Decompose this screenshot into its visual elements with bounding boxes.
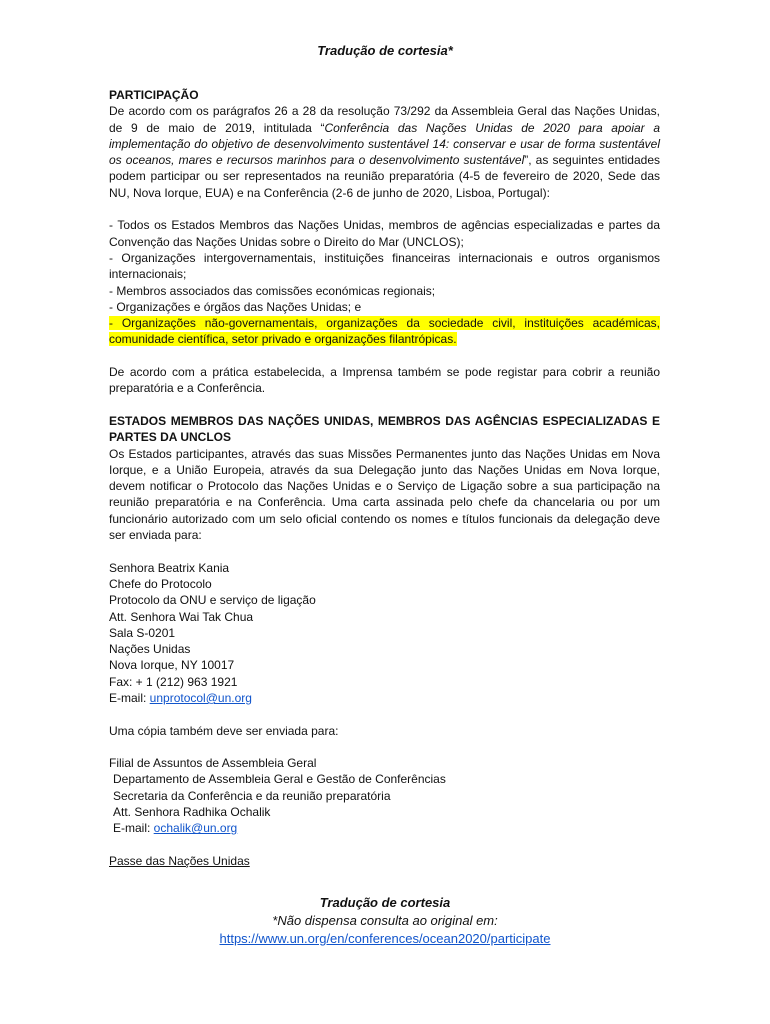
- document-body: [109, 87, 660, 869]
- email-label: E-mail:: [109, 690, 150, 705]
- ochalik-email-link[interactable]: ochalik@un.org: [153, 821, 238, 836]
- address-block-ga-branch: [109, 755, 660, 836]
- protocol-email-link[interactable]: unprotocol@un.org: [149, 690, 252, 705]
- participation-intro: [109, 103, 660, 201]
- copy-note: Uma cópia também deve ser enviada para:: [109, 723, 339, 738]
- intro-text-a: De acordo com os parágrafos 26 a 28 da resolução 73/292 da Assembleia Geral das Nações Unidas, de 9 de maio de 2019, intitulada “: [109, 104, 660, 135]
- email-label: E-mail:: [113, 821, 154, 836]
- member-states-heading: ESTADOS MEMBROS DAS NAÇÕES UNIDAS, MEMBROS DAS AGÊNCIAS ESPECIALIZADAS E PARTES DA UNCLOS: [109, 413, 660, 445]
- footer: [0, 894, 770, 948]
- member-states-body: Os Estados participantes, através das suas Missões Permanentes junto das Nações Unidas em Nova Iorque, e a União Europeia, através da sua Delegação junto das Nações Unidas em Nova Iorque, devem notificar o Protocolo das Nações Unidas e o Serviço de Ligação sobre a sua participação na reunião preparatória e na Conferência. Uma carta assinada pelo chefe da chancelaria ou por um funcionário autorizado com um selo oficial contendo os nomes e títulos funcionais da delegação deve ser enviada para:: [109, 446, 660, 543]
- intro-text-b: ”, as seguintes entidades podem participar ou ser representados na reunião preparatória (4-5 de fevereiro de 2020, Sede das NU, Nova Iorque, EUA) e na Conferência (2-6 de junho de 2020, Lisboa, Portugal):: [109, 153, 660, 200]
- highlighted-text: - Organizações não-governamentais, organizações da sociedade civil, instituições académicas, comunidade científica, setor privado e organizações filantrópicas.: [109, 316, 660, 347]
- address-line: Departamento de Assembleia Geral e Gestão de Conferências: [113, 772, 446, 787]
- address-line: Nações Unidas: [109, 642, 191, 657]
- address-line: Protocolo da ONU e serviço de ligação: [109, 593, 316, 608]
- participant-item: - Organizações e órgãos das Nações Unidas; e: [109, 299, 362, 314]
- address-line: Filial de Assuntos de Assembleia Geral: [109, 756, 317, 771]
- address-line: Senhora Beatrix Kania: [109, 560, 230, 575]
- address-line: Chefe do Protocolo: [109, 576, 212, 591]
- document-title: Tradução de cortesia*: [317, 43, 453, 58]
- email-line: [109, 690, 660, 706]
- address-line: Fax: + 1 (212) 963 1921: [109, 674, 238, 689]
- original-source-link[interactable]: https://www.un.org/en/conferences/ocean2020/participate: [219, 931, 551, 946]
- address-block-protocol: [109, 560, 660, 707]
- address-line: Att. Senhora Radhika Ochalik: [113, 805, 271, 820]
- participant-item: - Organizações intergovernamentais, instituições financeiras internacionais e outros organismos internacionais;: [109, 250, 660, 282]
- address-line: Att. Senhora Wai Tak Chua: [109, 609, 254, 624]
- press-note: De acordo com a prática estabelecida, a Imprensa também se pode registar para cobrir a reunião preparatória e a Conferência.: [109, 365, 660, 396]
- address-line: Nova Iorque, NY 10017: [109, 658, 235, 673]
- address-line: Sala S-0201: [109, 625, 176, 640]
- participant-item: - Membros associados das comissões económicas regionais;: [109, 283, 436, 298]
- footer-note: *Não dispensa consulta ao original em:: [272, 913, 498, 928]
- un-pass-heading: Passe das Nações Unidas: [109, 853, 250, 868]
- footer-title: Tradução de cortesia: [319, 895, 451, 910]
- resolution-title: Conferência das Nações Unidas de 2020 para apoiar a implementação do objetivo de desenvolvimento sustentável 14: conservar e usar de forma sustentável os oceanos, mares e recursos marinhos para o desenvolvimento sustentável: [109, 120, 661, 168]
- email-line: [109, 820, 660, 836]
- participant-item-highlighted: [109, 315, 660, 348]
- address-line: Secretaria da Conferência e da reunião preparatória: [113, 788, 391, 803]
- participation-heading: PARTICIPAÇÃO: [109, 88, 199, 102]
- participant-item: - Todos os Estados Membros das Nações Unidas, membros de agências especializadas e partes da Convenção das Nações Unidas sobre o Direito do Mar (UNCLOS);: [109, 218, 660, 249]
